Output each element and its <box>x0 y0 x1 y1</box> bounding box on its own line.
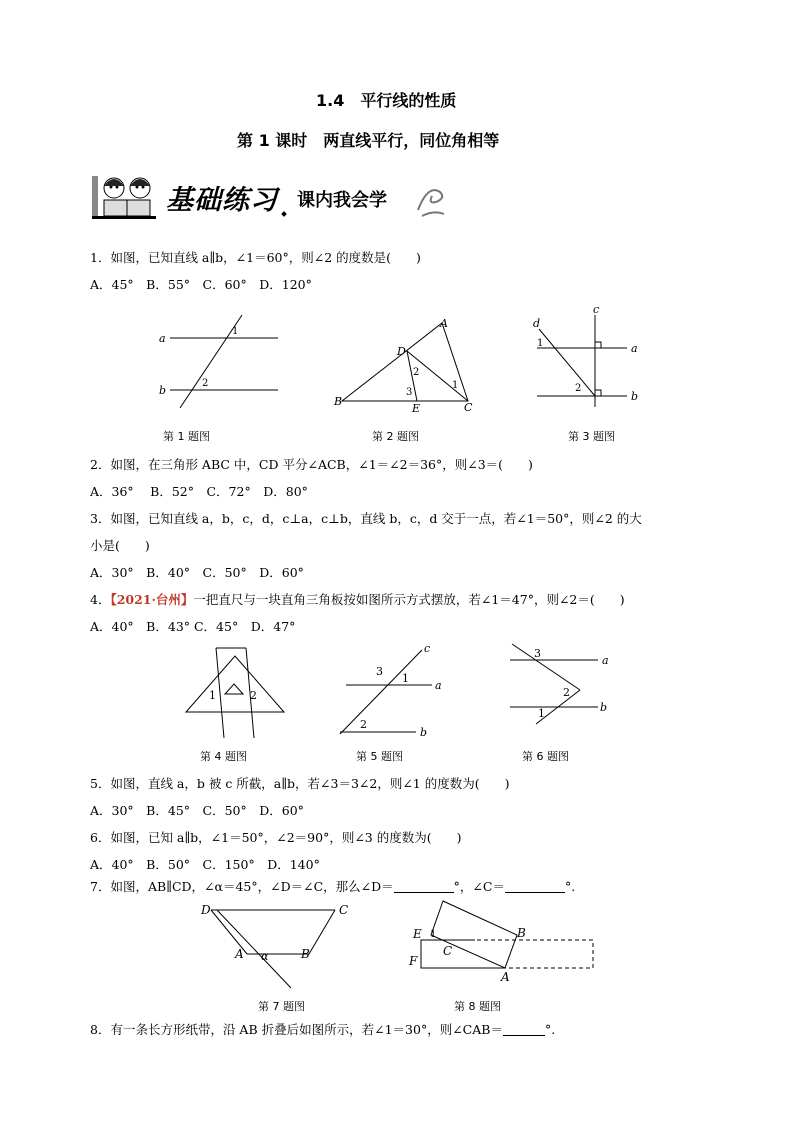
fig8-C: C <box>443 944 453 958</box>
question-7-text-c: °. <box>564 879 576 894</box>
fig3-b: b <box>631 390 639 403</box>
question-7-blank-d[interactable] <box>394 880 454 893</box>
question-4-text: 一把直尺与一块直角三角板按如图所示方式摆放，若∠1＝47°，则∠2＝( ) <box>193 592 625 607</box>
fig1-label-a: a <box>159 332 166 345</box>
fig1-angle-2: 2 <box>202 378 209 389</box>
figure-5 <box>330 640 450 740</box>
caption-figure-4: 第 4 题图 <box>200 750 247 763</box>
fig5-angle-2: 2 <box>360 718 367 731</box>
figure-7 <box>195 898 360 993</box>
caption-figure-2: 第 2 题图 <box>372 430 419 443</box>
caption-figure-3: 第 3 题图 <box>568 430 615 443</box>
question-4-source: 【2021·台州】 <box>110 592 194 607</box>
lesson-title: 第 1 课时 两直线平行，同位角相等 <box>237 131 500 150</box>
fig3-a: a <box>631 342 638 355</box>
question-1-stem: 1．如图，已知直线 a∥b，∠1＝60°，则∠2 的度数是( ) <box>90 250 421 265</box>
fig2-E: E <box>412 402 421 415</box>
fig2-D: D <box>397 345 406 358</box>
fig2-angle-2: 2 <box>413 367 420 378</box>
fig5-a: a <box>435 679 442 692</box>
fig7-A: A <box>235 947 244 961</box>
fig6-angle-2: 2 <box>563 686 570 699</box>
fig8-A: A <box>501 970 510 984</box>
caption-figure-5: 第 5 题图 <box>356 750 403 763</box>
fig6-angle-3: 3 <box>534 647 541 660</box>
fig7-B: B <box>301 947 310 961</box>
question-5-stem: 5．如图，直线 a，b 被 c 所截，a∥b，若∠3＝3∠2，则∠1 的度数为( ) <box>90 776 510 791</box>
fig5-angle-3: 3 <box>376 665 383 678</box>
figure-4 <box>180 642 290 742</box>
fig5-c: c <box>424 642 431 655</box>
question-6-stem: 6．如图，已知 a∥b，∠1＝50°，∠2＝90°，则∠3 的度数为( ) <box>90 830 462 845</box>
section-banner <box>92 172 452 224</box>
caption-figure-6: 第 6 题图 <box>522 750 569 763</box>
fig8-B: B <box>517 926 526 940</box>
figure-6 <box>500 640 615 730</box>
figure-3 <box>525 303 650 413</box>
question-7-text-b: °，∠C＝ <box>453 879 505 894</box>
question-2-options: A．36° B．52° C．72° D．80° <box>90 484 308 499</box>
fig5-angle-1: 1 <box>402 672 409 685</box>
question-8-blank[interactable] <box>503 1023 545 1036</box>
fig8-F: F <box>409 954 418 968</box>
figure-1 <box>150 305 290 415</box>
fig6-a: a <box>602 654 609 667</box>
question-3-stem-cont: 小是( ) <box>90 538 150 553</box>
swirl-ornament <box>414 180 448 218</box>
fig7-D: D <box>201 903 211 917</box>
fig7-alpha: α <box>261 950 269 963</box>
section-title: 1.4 平行线的性质 <box>316 91 457 110</box>
fig3-angle-1: 1 <box>537 338 544 349</box>
question-4-number: 4． <box>90 592 111 607</box>
question-7-blank-c[interactable] <box>505 880 565 893</box>
question-5-options: A．30° B．45° C．50° D．60° <box>90 803 304 818</box>
caption-figure-8: 第 8 题图 <box>454 1000 501 1013</box>
fig8-E: E <box>413 927 422 941</box>
question-3-options: A．30° B．40° C．50° D．60° <box>90 565 304 580</box>
fig3-angle-2: 2 <box>575 383 582 394</box>
question-8-text-a: 8．有一条长方形纸带，沿 AB 折叠后如图所示，若∠1＝30°，则∠CAB＝ <box>90 1022 503 1037</box>
fig6-angle-1: 1 <box>538 707 545 720</box>
question-1-options: A．45° B．55° C．60° D．120° <box>90 277 312 292</box>
banner-title: 基础练习 <box>166 185 278 216</box>
banner-subtitle: 课内我会学 <box>297 190 387 211</box>
fig6-b: b <box>600 701 608 714</box>
question-4-options: A．40° B．43° C．45° D．47° <box>90 619 296 634</box>
figure-8 <box>405 895 600 985</box>
fig2-B: B <box>334 395 343 408</box>
question-2-stem: 2．如图，在三角形 ABC 中，CD 平分∠ACB，∠1＝∠2＝36°，则∠3＝( ) <box>90 457 533 472</box>
question-8-stem <box>90 1020 555 1038</box>
fig7-C: C <box>339 903 349 917</box>
question-4-stem <box>90 590 625 608</box>
fig2-angle-1: 1 <box>452 380 459 391</box>
fig8-angle-1: 1 <box>430 929 437 940</box>
question-6-options: A．40° B．50° C．150° D．140° <box>90 857 320 872</box>
fig3-c: c <box>593 303 600 316</box>
fig1-angle-1: 1 <box>232 326 239 337</box>
question-7-text-a: 7．如图，AB∥CD，∠α＝45°，∠D＝∠C，那么∠D＝ <box>90 879 394 894</box>
fig2-C: C <box>464 401 473 414</box>
fig2-A: A <box>440 317 448 330</box>
question-8-text-b: °. <box>544 1022 556 1037</box>
question-3-stem: 3．如图，已知直线 a，b，c，d，c⊥a，c⊥b，直线 b，c，d 交于一点，若∠1＝50°，则∠2 的大 <box>90 511 642 526</box>
caption-figure-7: 第 7 题图 <box>258 1000 305 1013</box>
figure-2 <box>330 313 480 417</box>
fig1-label-b: b <box>159 384 167 397</box>
fig4-angle-2: 2 <box>250 689 257 702</box>
question-7-stem <box>90 877 575 895</box>
fig2-angle-3: 3 <box>406 387 413 398</box>
caption-figure-1: 第 1 题图 <box>163 430 210 443</box>
fig5-b: b <box>420 726 428 739</box>
fig4-angle-1: 1 <box>209 689 216 702</box>
fig3-d: d <box>533 317 541 330</box>
